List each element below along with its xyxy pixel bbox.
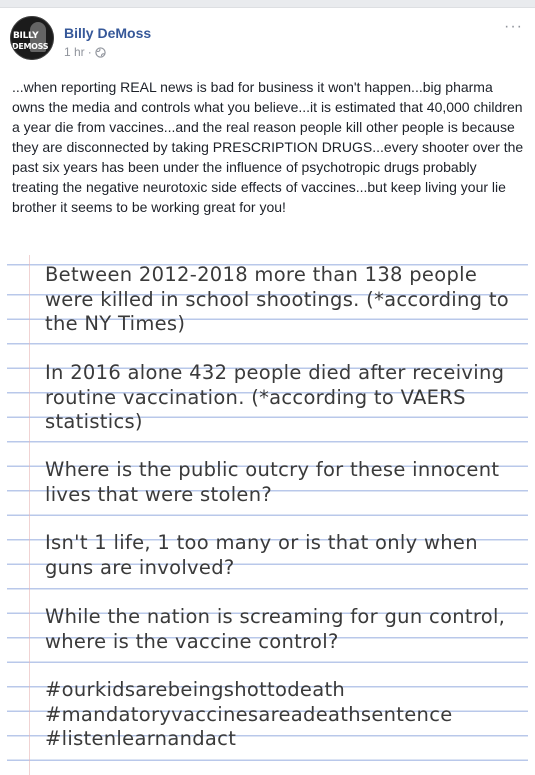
note-paragraph-4: Isn't 1 life, 1 too many or is that only when guns are involved? xyxy=(45,531,478,579)
meta-separator: · xyxy=(87,45,92,59)
note-paragraph-5: While the nation is screaming for gun control, where is the vaccine control? xyxy=(45,605,506,653)
author-name[interactable]: Billy DeMoss xyxy=(64,25,152,41)
avatar-text-line1: BILLY xyxy=(13,31,39,41)
post-time[interactable]: 1 hr xyxy=(64,45,85,59)
hashtag-1: #ourkidsarebeingshottodeath xyxy=(45,678,346,701)
post-text: ...when reporting REAL news is bad for business it won't happen...big pharma owns the media and controls what you believe...it is estimated that 40,000 children a year die from vaccines...and the real reason people kill other people is because they are disconnected by taking PRESCRIPTION DRUGS...every shooter over the past six years has been under the influence of psychotropic drugs probably treating the negative neurotoxic side effects of vaccines...but keep living your lie brother it seems to be working great for you! xyxy=(12,79,524,215)
notebook-margin-line xyxy=(29,255,30,775)
avatar-text-line2: DEMOSS xyxy=(12,42,49,51)
note-paragraph-3: Where is the public outcry for these innocent lives that were stolen? xyxy=(45,458,500,506)
hashtag-2: #mandatoryvaccinesareadeathsentence xyxy=(45,702,453,726)
avatar-rim xyxy=(10,16,54,60)
more-options-icon[interactable]: ··· xyxy=(504,18,523,35)
note-paragraph-1: Between 2012-2018 more than 138 people were killed in school shootings. (*according to the NY Times) xyxy=(45,263,510,335)
globe-icon[interactable] xyxy=(95,47,106,58)
hashtag-3: #listenlearnandact xyxy=(45,727,237,750)
notebook-image[interactable] xyxy=(7,255,528,775)
post-meta xyxy=(64,45,106,59)
avatar[interactable] xyxy=(10,16,54,60)
note-hashtags xyxy=(45,678,523,752)
note-paragraph-2: In 2016 alone 432 people died after receiving routine vaccination. (*according to VAERS statistics) xyxy=(45,361,505,433)
top-bar xyxy=(0,0,535,8)
